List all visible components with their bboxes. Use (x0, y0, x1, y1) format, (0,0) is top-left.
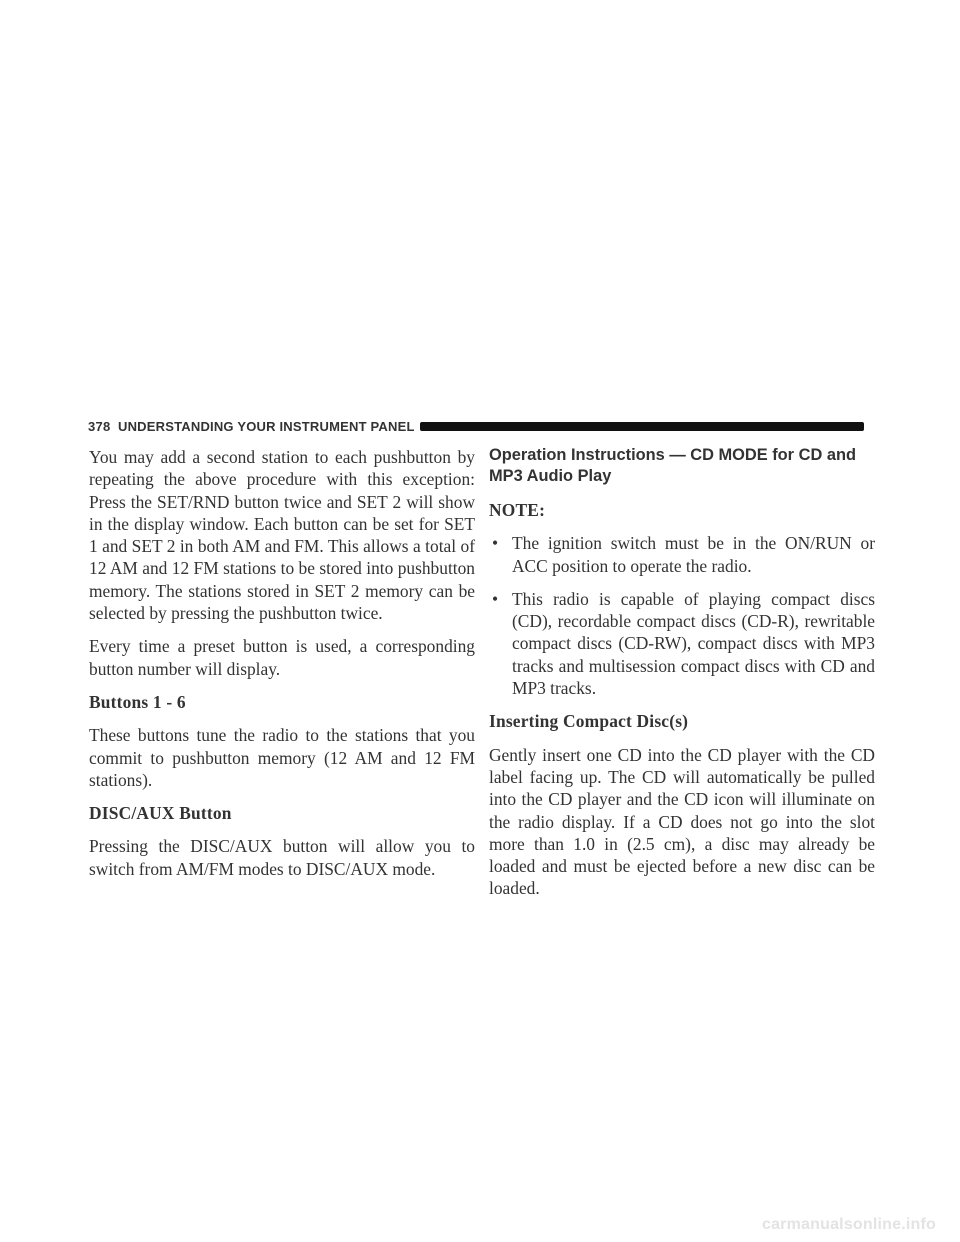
header-rule (420, 422, 864, 431)
paragraph-preset-display: Every time a preset button is used, a corresponding button number will display. (89, 636, 475, 679)
note-bullet-list (489, 532, 875, 699)
note-bullet-item (489, 588, 875, 699)
note-label: NOTE: (489, 500, 546, 520)
bullet-symbol: • (492, 533, 499, 554)
paragraph-buttons-1-6: These buttons tune the radio to the stations that you commit to pushbutton memory (12 AM and 12 FM stations). (89, 725, 475, 790)
watermark: carmanualsonline.info (761, 1216, 936, 1233)
paragraph-disc-aux: Pressing the DISC/AUX button will allow you to switch from AM/FM modes to DISC/AUX mode. (89, 836, 475, 879)
heading-inserting-discs: Inserting Compact Disc(s) (489, 711, 689, 732)
page-header (88, 415, 864, 439)
heading-cd-mode: Operation Instructions — CD MODE for CD and MP3 Audio Play (489, 446, 856, 485)
note-bullet-text: The ignition switch must be in the ON/RUN or ACC position to operate the radio. (512, 533, 875, 576)
section-title: UNDERSTANDING YOUR INSTRUMENT PANEL (118, 419, 415, 434)
right-column (489, 446, 875, 911)
left-column (89, 446, 475, 891)
page-number: 378 (88, 419, 111, 434)
heading-buttons-1-6: Buttons 1 - 6 (89, 691, 186, 712)
note-bullet-item (489, 532, 875, 577)
paragraph-second-station: You may add a second station to each pushbutton by repeating the above procedure with this exception: Press the SET/RND button twice and SET 2 will show in the display window. Each button can be set for SET 1 and SET 2 in both AM and FM. This allows a total of 12 AM and 12 FM stations to be stored into pushbutton memory. The stations stored in SET 2 memory can be selected by pressing the pushbutton twice. (89, 447, 475, 624)
bullet-symbol: • (492, 588, 499, 609)
note-bullet-text: This radio is capable of playing compact discs (CD), recordable compact discs (CD-R), rewritable compact discs (CD-RW), compact discs with MP3 tracks and multisession compact discs with CD and MP3 tracks. (512, 588, 875, 699)
heading-disc-aux-button: DISC/AUX Button (89, 803, 232, 824)
paragraph-inserting-discs: Gently insert one CD into the CD player with the CD label facing up. The CD will automatically be pulled into the CD player and the CD icon will illuminate on the radio display. If a CD does not go into the slot more than 1.0 in (2.5 cm), a disc may already be loaded and must be ejected before a new disc can be loaded. (489, 744, 875, 899)
